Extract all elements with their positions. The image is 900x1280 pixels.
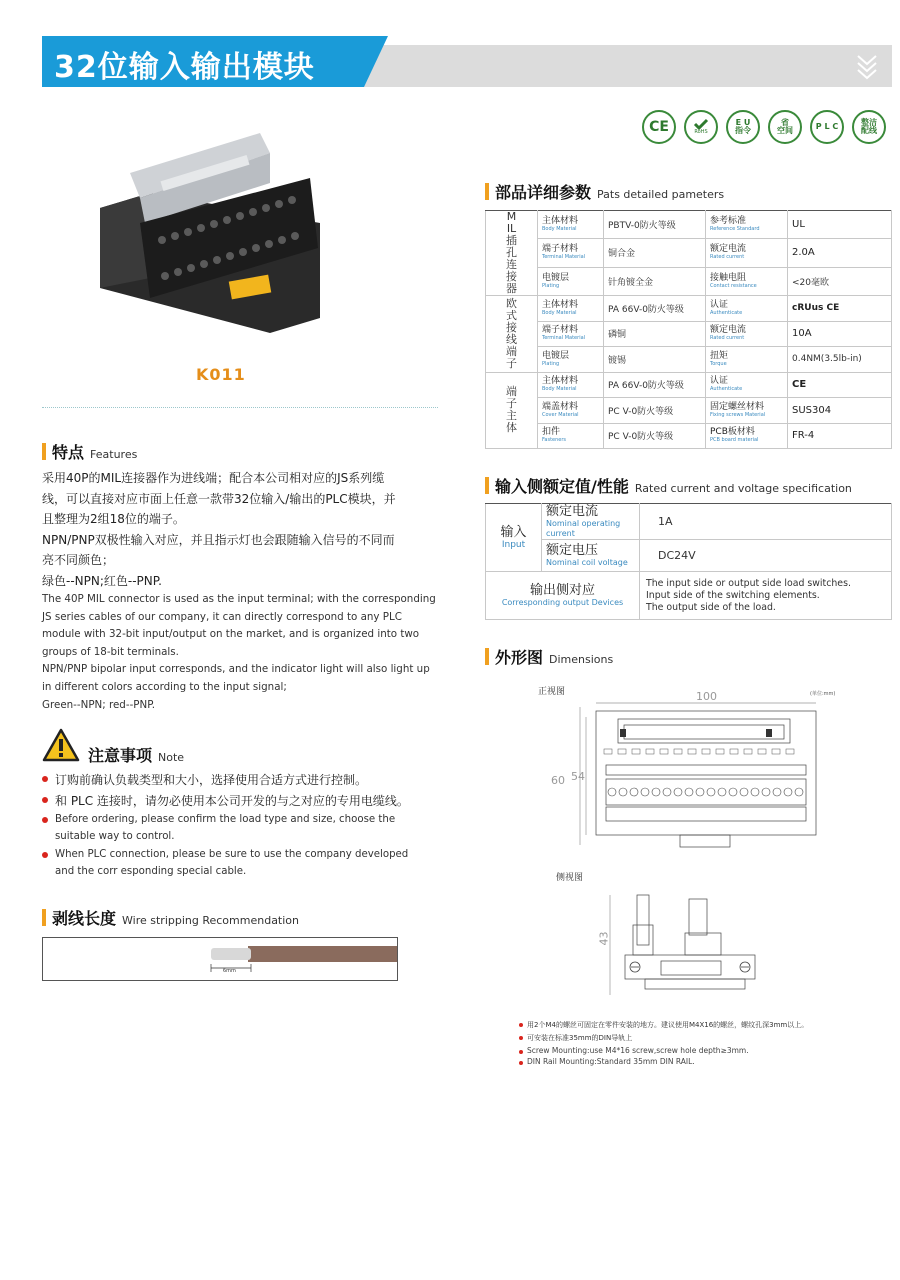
output-cell [486, 572, 640, 620]
front-view-drawing [560, 695, 830, 855]
table-row [486, 267, 892, 295]
note-en-line: and the corr esponding special cable. [55, 866, 247, 878]
group-name: 欧式接线端子 [506, 296, 517, 370]
label-cn: 电镀层 [542, 272, 570, 283]
features-cn-line: 采用40P的MIL连接器作为进线端；配合本公司相对应的JS系列缆 [42, 471, 385, 485]
rating-label-en: Nominal coil voltage [546, 558, 628, 567]
cell-value: PA 66V-0防火等级 [604, 372, 706, 398]
side-view-drawing [605, 885, 775, 1000]
rohs-label: RoHS [694, 129, 708, 136]
label-cn: 参考标准 [710, 216, 747, 227]
cell [538, 347, 604, 373]
label-en: Fasteners [542, 437, 567, 444]
label-cn: 认证 [710, 376, 729, 387]
heading-bar [42, 909, 46, 926]
cell [542, 540, 640, 572]
cell-value: <20毫欧 [788, 267, 892, 295]
label-cn: 端子材料 [542, 244, 579, 255]
cell-value: 镀锡 [604, 347, 706, 373]
space-badge-line2: 空间 [777, 126, 793, 135]
wire-drawing [43, 938, 397, 980]
label-cn: 主体材料 [542, 216, 579, 227]
features-en-line: module with 32-bit input/output on the market, and is organized into two [42, 628, 420, 641]
cell-value: 2.0A [788, 239, 892, 267]
cell [706, 347, 788, 373]
heading-bar [42, 443, 46, 460]
chevron-down-icon [852, 52, 882, 82]
bullet-dot [519, 1061, 523, 1065]
front-view-label: 正视图 [538, 687, 566, 697]
label-cn: 额定电流 [710, 325, 747, 336]
note-en-item [55, 811, 440, 846]
wire-dimension-label: 6mm [223, 968, 236, 974]
cell-value: 磷铜 [604, 321, 706, 347]
output-line: Input side of the switching elements. [646, 589, 820, 601]
unit-label: (单位:mm) [810, 691, 836, 697]
features-cn-line: NPN/PNP双极性输入对应，并且指示灯也会跟随输入信号的不同而 [42, 532, 395, 547]
rating-label-cn: 额定电流 [546, 504, 599, 519]
rating-label-cn: 额定电压 [546, 543, 599, 558]
note-en-line: suitable way to control. [55, 831, 175, 843]
table-row [486, 296, 892, 322]
features-cn-line: 且整理为2组18位的端子。 [42, 512, 185, 526]
rating-label-en: Nominal operating current [546, 519, 621, 538]
note-cn-item: 订购前确认负载类型和大小，选择使用合适方式进行控制。 [55, 773, 368, 787]
cell [538, 423, 604, 449]
notes-title-cn: 注意事项 [88, 746, 153, 765]
wire-diagram-box [42, 937, 398, 981]
label-en: Body Material [542, 309, 577, 316]
cell [538, 321, 604, 347]
group-name: 端子主体 [506, 385, 517, 435]
cell [706, 211, 788, 239]
rating-value: 1A [640, 504, 892, 540]
cell [538, 372, 604, 398]
features-cn-line: 亮不同颜色； [42, 553, 115, 567]
label-cn: 额定电流 [710, 244, 747, 255]
parts-title-en: Pats detailed pameters [597, 188, 725, 201]
eu-badge [726, 110, 760, 144]
cell-value: PBTV-0防火等级 [604, 211, 706, 239]
note-en-line: When PLC connection, please be sure to use the company developed [55, 849, 409, 860]
note-en-item [55, 846, 440, 881]
table-row [486, 372, 892, 398]
rating-value: DC24V [640, 540, 892, 572]
cell [538, 398, 604, 424]
output-label-en: Corresponding output Devices [501, 598, 624, 607]
header-title-tip [364, 36, 388, 87]
features-en-text [42, 591, 442, 714]
bullet-dot [42, 797, 48, 803]
height-dimension-outer: 60 [551, 774, 565, 787]
features-en-line: The 40P MIL connector is used as the input terminal; with the corresponding [42, 593, 436, 605]
bullet-dot [42, 817, 48, 823]
label-en: Body Material [542, 226, 577, 233]
label-en: Reference Standard [710, 226, 760, 233]
product-model: K011 [196, 365, 246, 384]
group-terminal-body [486, 372, 538, 449]
table-row [486, 347, 892, 373]
label-en: Terminal Material [542, 335, 586, 342]
cell-value: UL [788, 211, 892, 239]
table-row [486, 398, 892, 424]
heading-bar [485, 648, 489, 665]
label-en: PCB board material [710, 437, 759, 444]
table-row [486, 211, 892, 239]
heading-bar [485, 183, 489, 200]
label-en: Fixing screws Material [710, 411, 766, 418]
dimensions-title-en: Dimensions [549, 653, 614, 666]
wire-title-en: Wire stripping Recommendation [122, 914, 300, 927]
output-description [640, 572, 892, 620]
features-en-line: groups of 18-bit terminals. [42, 645, 179, 658]
table-row [486, 423, 892, 449]
cert-marks: CE [788, 372, 892, 398]
cell-value: PC V-0防火等级 [604, 423, 706, 449]
dimensions-heading [485, 645, 613, 668]
cell-value: SUS304 [788, 398, 892, 424]
label-en: Authenticate [710, 386, 743, 393]
wiring-badge-line1: 整洁 [861, 117, 877, 127]
height-dimension-inner: 54 [571, 770, 585, 783]
note-en-line: Before ordering, please confirm the load type and size, choose the [55, 814, 396, 825]
bullet-dot [42, 852, 48, 858]
label-cn: PCB板材料 [710, 427, 755, 438]
cell [706, 398, 788, 424]
cell-value: 铜合金 [604, 239, 706, 267]
cell-value: FR-4 [788, 423, 892, 449]
features-cn-line: 线，可以直接对应市面上任意一款带32位输入/输出的PLC模块，并 [42, 491, 396, 506]
rating-heading [485, 474, 852, 497]
features-en-line: JS series cables of our company, it can directly correspond to any PLC [42, 610, 402, 623]
wire-heading [42, 906, 299, 929]
table-row [486, 239, 892, 267]
label-en: Terminal Material [542, 254, 586, 261]
label-cn: 主体材料 [542, 299, 579, 310]
cell-value: PA 66V-0防火等级 [604, 296, 706, 322]
rating-title-en: Rated current and voltage specification [634, 482, 852, 495]
features-en-line: in different colors according to the input signal; [42, 680, 287, 693]
features-title-en: Features [90, 448, 138, 461]
dotted-divider-left [42, 407, 438, 408]
side-view-label: 侧视图 [556, 873, 584, 883]
dimension-note-cn: 可安装在标准35mm的DIN导轨上 [527, 1034, 633, 1042]
cell-value: 针角镀全金 [604, 267, 706, 295]
heading-bar [485, 477, 489, 494]
eu-badge-line1: E U [735, 117, 751, 127]
rating-table [485, 503, 892, 620]
label-cn: 认证 [710, 299, 729, 310]
input-label-cn: 输入 [500, 525, 527, 540]
label-en: Cover Material [542, 411, 579, 418]
features-cn-line: 绿色--NPN;红色--PNP. [42, 573, 162, 588]
product-photo [90, 128, 330, 338]
bullet-dot [519, 1036, 523, 1040]
dimensions-title-cn: 外形图 [495, 648, 544, 667]
rohs-badge [684, 110, 718, 144]
label-en: Rated current [710, 335, 745, 342]
cell [538, 296, 604, 322]
table-row [486, 504, 892, 540]
group-mil [486, 211, 538, 296]
bullet-dot [519, 1023, 523, 1027]
warning-icon [42, 728, 80, 762]
label-en: Contact resistance [710, 282, 757, 289]
cert-marks: cRUus CE [788, 296, 892, 322]
cell [706, 321, 788, 347]
label-cn: 固定螺丝材料 [710, 401, 765, 412]
cell [706, 372, 788, 398]
group-name: MIL插孔连接器 [506, 210, 517, 295]
cell [542, 504, 640, 540]
features-title-cn: 特点 [52, 443, 85, 462]
label-cn: 扣件 [542, 427, 561, 438]
cell [706, 267, 788, 295]
cell-value: 0.4NM(3.5lb-in) [788, 347, 892, 373]
features-heading [42, 440, 137, 463]
label-en: Rated current [710, 254, 745, 261]
label-cn: 端子材料 [542, 325, 579, 336]
bullet-dot [42, 776, 48, 782]
table-row [486, 572, 892, 620]
label-cn: 端盖材料 [542, 401, 579, 412]
certification-badges [642, 110, 886, 144]
input-label-en: Input [501, 540, 526, 550]
rating-title-cn: 输入侧额定值/性能 [495, 477, 629, 496]
input-cell [486, 504, 542, 572]
output-line: The output side of the load. [646, 601, 776, 613]
parts-heading [485, 180, 724, 203]
notes-title-en: Note [158, 751, 185, 764]
label-cn: 主体材料 [542, 376, 579, 387]
dimension-note-cn: 用2个M4的螺丝可固定在零件安装的地方。建议使用M4X16的螺丝，螺纹孔深3mm以上。 [527, 1021, 809, 1029]
group-euro-terminal [486, 296, 538, 373]
features-en-line: Green--NPN; red--PNP. [42, 698, 156, 711]
cell [538, 211, 604, 239]
eu-badge-line2: 指令 [735, 126, 751, 135]
label-en: Torque [710, 360, 727, 367]
wiring-badge-line2: 配线 [861, 126, 877, 135]
bullet-dot [519, 1050, 523, 1054]
notes-heading [88, 743, 184, 766]
cell [538, 239, 604, 267]
dimension-note-en: Screw Mounting:use M4*16 screw,screw hole depth≥3mm. [527, 1046, 749, 1055]
label-cn: 接触电阻 [710, 272, 747, 283]
label-cn: 电镀层 [542, 350, 570, 361]
label-en: Plating [542, 360, 560, 367]
parts-table [485, 210, 892, 449]
space-badge [768, 110, 802, 144]
cell [706, 423, 788, 449]
cell [706, 239, 788, 267]
note-cn-item: 和 PLC 连接时，请勿必使用本公司开发的与之对应的专用电缆线。 [55, 794, 409, 808]
side-height-dimension: 43 [597, 931, 611, 946]
label-en: Authenticate [710, 309, 743, 316]
width-dimension: 100 [696, 690, 717, 703]
cell-value: PC V-0防火等级 [604, 398, 706, 424]
page-title: 32位输入输出模块 [54, 50, 315, 85]
table-row [486, 540, 892, 572]
cell [706, 296, 788, 322]
output-label-cn: 输出侧对应 [529, 583, 595, 598]
label-en: Body Material [542, 386, 577, 393]
table-row [486, 321, 892, 347]
space-badge-line1: 省 [781, 117, 789, 127]
ce-badge: CE [642, 110, 676, 144]
label-en: Plating [542, 282, 560, 289]
dimension-note-en: DIN Rail Mounting:Standard 35mm DIN RAIL. [527, 1057, 695, 1066]
wire-title-cn: 剥线长度 [52, 909, 117, 928]
label-cn: 扭矩 [710, 350, 729, 361]
plc-badge: P L C [810, 110, 844, 144]
cell [538, 267, 604, 295]
wiring-badge [852, 110, 886, 144]
features-cn-text [42, 468, 442, 591]
features-en-line: NPN/PNP bipolar input corresponds, and the indicator light will also light up [42, 663, 430, 676]
cell-value: 10A [788, 321, 892, 347]
parts-title-cn: 部品详细参数 [495, 183, 592, 202]
output-line: The input side or output side load switches. [646, 577, 851, 589]
